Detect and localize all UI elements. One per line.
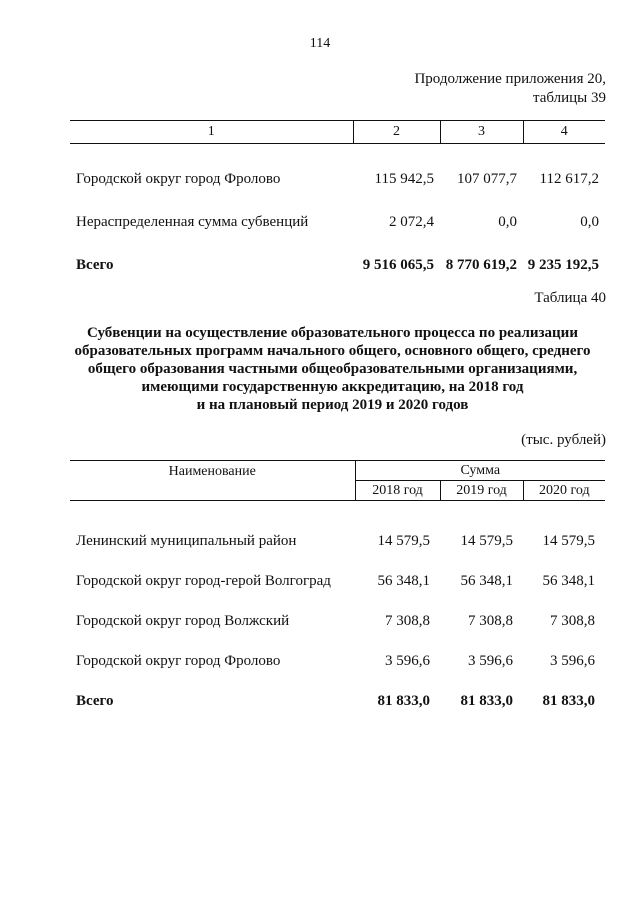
- cell-value: 3 596,6: [468, 652, 513, 669]
- total-row: [70, 244, 605, 287]
- page-number: 114: [309, 36, 331, 51]
- table-row: [70, 144, 605, 202]
- cell-value: 56 348,1: [377, 572, 430, 589]
- table-label: Таблица 40: [534, 290, 606, 306]
- cell-value: 56 348,1: [542, 572, 596, 589]
- column-header-2019: 2019 год: [440, 481, 523, 501]
- cell-value: 3 596,6: [385, 652, 430, 669]
- continuation-note: [414, 70, 606, 108]
- cell-value: 14 579,5: [542, 532, 596, 549]
- row-name: Городской округ город Волжский: [76, 612, 290, 629]
- column-header-sum: Сумма: [355, 461, 605, 481]
- total-label: Всего: [76, 257, 114, 273]
- title-line: общего образования частными общеобразовательными организациями,: [87, 361, 578, 377]
- cell-value: 7 308,8: [550, 612, 596, 629]
- row-name: Городской округ город Фролово: [76, 171, 281, 187]
- title-line: образовательных программ начального общего, основного общего, среднего: [74, 343, 591, 359]
- total-value: 8 770 619,2: [445, 257, 517, 273]
- total-value: 81 833,0: [460, 692, 513, 709]
- column-header-3: 3: [440, 121, 523, 144]
- units-label: (тыс. рублей): [521, 432, 606, 448]
- total-value: 81 833,0: [542, 692, 596, 709]
- row-name: Городской округ город Фролово: [76, 652, 281, 669]
- row-name: Нераспределенная сумма субвенций: [76, 214, 309, 230]
- total-value: 9 516 065,5: [362, 257, 434, 273]
- table-row: [70, 201, 605, 244]
- cell-value: 3 596,6: [550, 652, 596, 669]
- cell-value: 0,0: [580, 214, 599, 230]
- column-header-2: 2: [353, 121, 440, 144]
- table-header-row: [70, 461, 605, 481]
- column-header-name: Наименование: [70, 461, 355, 501]
- column-header-4: 4: [523, 121, 605, 144]
- cell-value: 14 579,5: [460, 532, 513, 549]
- total-value: 9 235 192,5: [527, 257, 599, 273]
- title-line: имеющими государственную аккредитацию, на 2018 год: [141, 379, 524, 395]
- cell-value: 7 308,8: [468, 612, 513, 629]
- continuation-line-2: таблицы 39: [532, 90, 606, 106]
- table-40: [70, 460, 605, 721]
- column-header-2020: 2020 год: [523, 481, 605, 501]
- row-name: Ленинский муниципальный район: [76, 532, 297, 549]
- cell-value: 7 308,8: [385, 612, 430, 629]
- cell-value: 107 077,7: [457, 171, 517, 187]
- cell-value: 0,0: [498, 214, 517, 230]
- cell-value: 115 942,5: [374, 171, 434, 187]
- total-value: 81 833,0: [377, 692, 430, 709]
- title-line: и на плановый период 2019 и 2020 годов: [196, 397, 469, 413]
- table-39-continuation: [70, 120, 605, 287]
- total-label: Всего: [76, 692, 114, 709]
- table-row: [70, 501, 605, 562]
- cell-value: 56 348,1: [460, 572, 513, 589]
- cell-value: 112 617,2: [539, 171, 599, 187]
- table-row: [70, 561, 605, 601]
- cell-value: 14 579,5: [377, 532, 430, 549]
- table-row: [70, 601, 605, 641]
- title-line: Субвенции на осуществление образовательного процесса по реализации: [87, 325, 578, 341]
- table-row: [70, 641, 605, 681]
- cell-value: 2 072,4: [389, 214, 434, 230]
- column-header-1: 1: [70, 121, 353, 144]
- column-header-2018: 2018 год: [355, 481, 440, 501]
- total-row: [70, 681, 605, 721]
- row-name: Городской округ город-герой Волгоград: [76, 572, 331, 589]
- continuation-line-1: Продолжение приложения 20,: [414, 71, 606, 87]
- table-header-row: [70, 121, 605, 144]
- table-title: [60, 324, 605, 414]
